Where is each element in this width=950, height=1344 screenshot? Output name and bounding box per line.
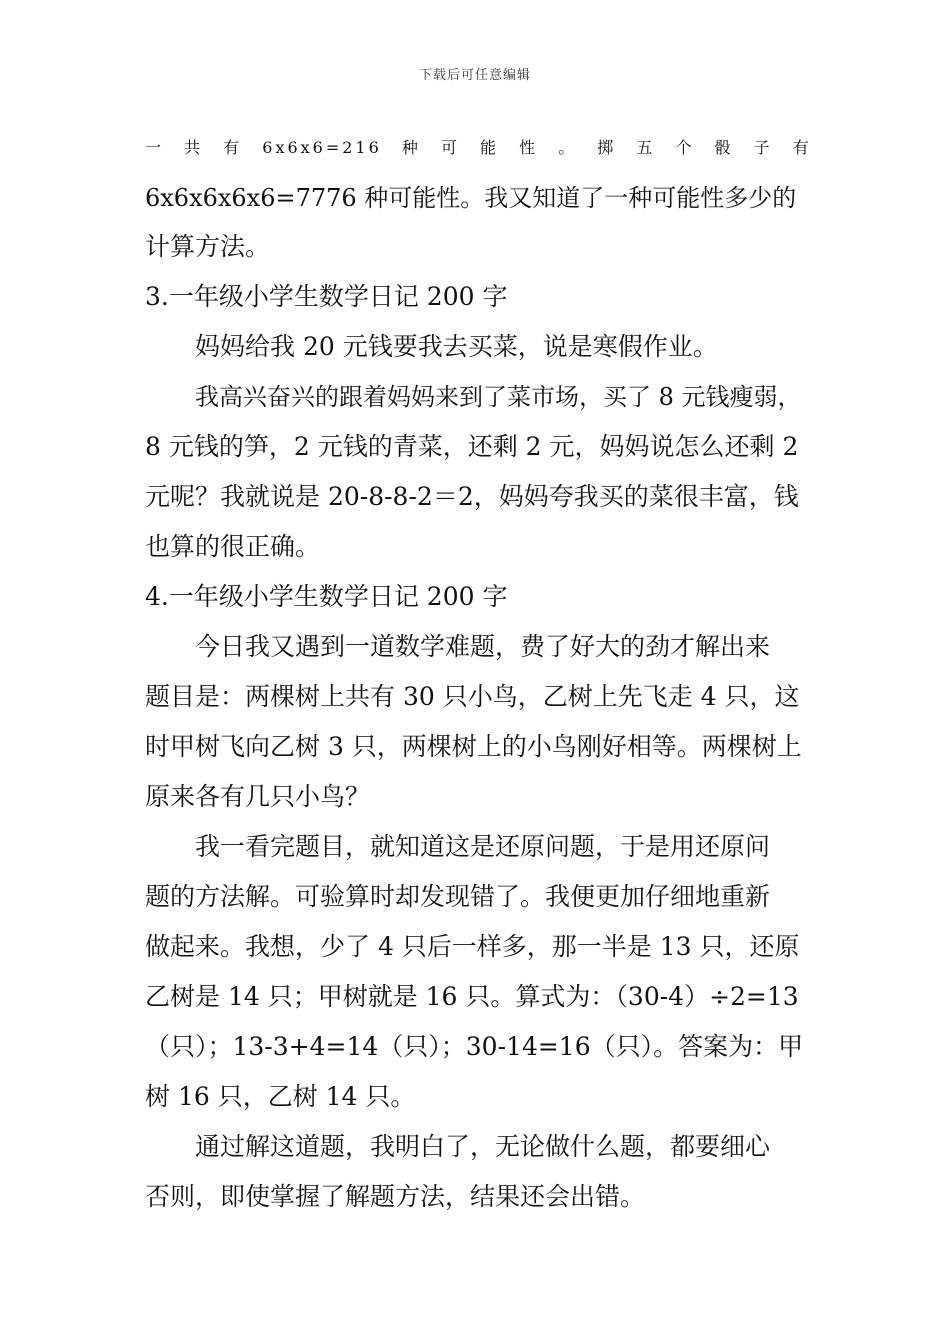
text-line: 做起来。我想，少了 4 只后一样多，那一半是 13 只，还原 bbox=[145, 932, 800, 961]
text-line: 妈妈给我 20 元钱要我去买菜，说是寒假作业。 bbox=[195, 332, 718, 361]
text-line: 题的方法解。可验算时却发现错了。我便更加仔细地重新 bbox=[145, 882, 771, 911]
text-line: 也算的很正确。 bbox=[145, 532, 321, 561]
text-line: 今日我又遇到一道数学难题，费了好大的劲才解出来 bbox=[195, 632, 771, 661]
text-line: 计算方法。 bbox=[145, 232, 271, 261]
section-heading: 4.一年级小学生数学日记 200 字 bbox=[145, 582, 508, 611]
text-line: 6x6x6x6x6=7776 种可能性。我又知道了一种可能性多少的 bbox=[145, 184, 797, 212]
text-line: 原来各有几只小鸟？ bbox=[145, 782, 371, 811]
text-line: 乙树是 14 只；甲树就是 16 只。算式为：（30-4）÷2=13 bbox=[145, 982, 799, 1011]
section-heading: 3.一年级小学生数学日记 200 字 bbox=[145, 282, 508, 311]
text-line: 我一看完题目，就知道这是还原问题，于是用还原问 bbox=[195, 832, 771, 861]
text-line: 通过解这道题，我明白了，无论做什么题，都要细心 bbox=[195, 1132, 771, 1161]
text-line: 我高兴奋兴的跟着妈妈来到了菜市场，买了 8 元钱瘦弱， bbox=[195, 383, 802, 411]
text-line: （只）；13-3+4=14（只）；30-14=16（只）。答案为：甲 bbox=[145, 1032, 804, 1061]
text-line: 一 共 有 6x6x6=216 种 可 能 性 。 掷 五 个 骰 子 有 bbox=[145, 138, 812, 157]
text-line: 树 16 只，乙树 14 只。 bbox=[145, 1082, 416, 1111]
text-line: 元呢？我就说是 20-8-8-2＝2，妈妈夸我买的菜很丰富，钱 bbox=[145, 482, 799, 511]
text-line: 题目是：两棵树上共有 30 只小鸟，乙树上先飞走 4 只，这 bbox=[145, 682, 800, 711]
page-header: 下载后可任意编辑 bbox=[418, 68, 531, 83]
text-line: 否则，即使掌握了解题方法，结果还会出错。 bbox=[145, 1182, 646, 1211]
text-line: 时甲树飞向乙树 3 只，两棵树上的小鸟刚好相等。两棵树上 bbox=[145, 732, 802, 761]
text-line: 8 元钱的笋，2 元钱的青菜，还剩 2 元，妈妈说怎么还剩 2 bbox=[145, 432, 799, 461]
